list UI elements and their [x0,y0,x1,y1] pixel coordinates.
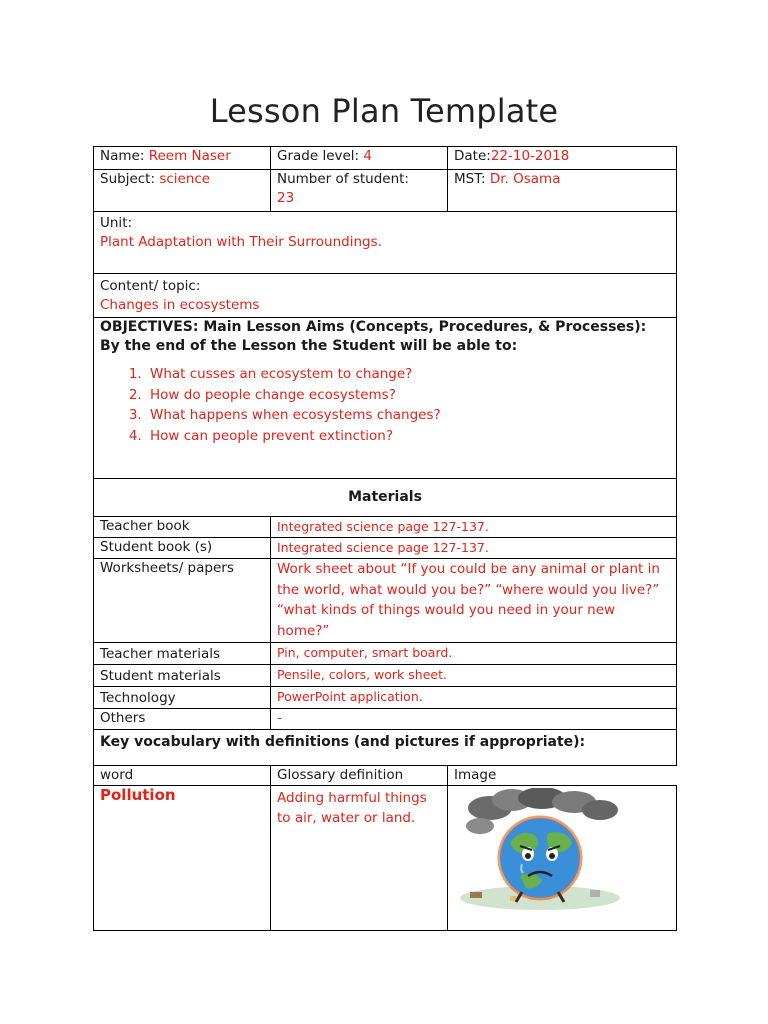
date-label: Date: [454,148,491,164]
material-row [94,517,677,538]
material-row [94,709,677,730]
material-row [94,665,677,687]
objectives-cell [94,318,677,479]
vocab-heading: Key vocabulary with definitions (and pictures if appropriate): [94,730,677,766]
material-label: Student book (s) [94,538,271,559]
subject-cell [94,170,271,212]
materials-heading-row [94,479,677,517]
date-cell [448,147,677,170]
col-definition: Glossary definition [271,766,448,786]
date-value: 22-10-2018 [490,148,570,164]
mst-cell [448,170,677,212]
material-label: Others [94,709,271,730]
mst-value: Dr. Osama [489,171,561,187]
material-label: Student materials [94,665,271,687]
content-value: Changes in ecosystems [100,297,260,313]
objectives-row [94,318,677,479]
unit-label: Unit: [100,215,133,231]
material-value: Pensile, colors, work sheet. [271,665,677,687]
material-value: Integrated science page 127-137. [271,517,677,538]
content-cell [94,274,677,318]
material-value: - [271,709,677,730]
students-cell [271,170,448,212]
subject-value: science [159,171,211,187]
unit-row [94,212,677,274]
unit-cell [94,212,677,274]
content-row [94,274,677,318]
material-value: Integrated science page 127-137. [271,538,677,559]
vocab-word: Pollution [94,786,271,931]
material-value: Pin, computer, smart board. [271,643,677,665]
grade-cell [271,147,448,170]
content-label: Content/ topic: [100,278,201,294]
materials-heading: Materials [94,479,677,517]
name-label: Name: [100,148,145,164]
name-value: Reem Naser [148,148,231,164]
subject-label: Subject: [100,171,156,187]
material-value: Work sheet about “If you could be any animal or plant in the world, what would you be?” “where would you live?” “what kinds of things would you need in your new home?” [271,559,677,643]
vocab-heading-row [94,730,677,766]
mst-label: MST: [454,171,486,187]
unit-value: Plant Adaptation with Their Surroundings. [100,234,382,250]
students-value: 23 [277,190,295,206]
material-label: Technology [94,687,271,709]
objectives-heading-2: By the end of the Lesson the Student will be able to: [100,338,518,354]
material-label: Teacher book [94,517,271,538]
material-label: Worksheets/ papers [94,559,271,643]
objective-item: 1. What cusses an ecosystem to change? [146,364,670,385]
col-image: Image [448,766,677,786]
material-value: PowerPoint application. [271,687,677,709]
material-row [94,687,677,709]
objective-item: 3. What happens when ecosystems changes? [146,405,670,426]
vocab-row [94,786,677,931]
grade-value: 4 [363,148,372,164]
page-title: Lesson Plan Template [209,92,559,130]
lesson-plan-table [93,146,677,931]
material-row [94,538,677,559]
material-row [94,559,677,643]
objective-item: 2. How do people change ecosystems? [146,385,670,406]
material-label: Teacher materials [94,643,271,665]
vocab-columns-row [94,766,677,786]
vocab-image-cell [448,786,677,931]
objectives-heading-1: OBJECTIVES: Main Lesson Aims (Concepts, Procedures, & Processes): [100,319,647,335]
objective-item: 4. How can people prevent extinction? [146,426,670,447]
col-word: word [94,766,271,786]
students-label: Number of student: [277,171,409,187]
header-row-1 [94,147,677,170]
name-cell [94,147,271,170]
header-row-2 [94,170,677,212]
grade-label: Grade level: [277,148,360,164]
objectives-list [100,364,670,446]
polluted-earth-icon [450,788,626,918]
vocab-definition: Adding harmful things to air, water or land. [271,786,448,931]
material-row [94,643,677,665]
